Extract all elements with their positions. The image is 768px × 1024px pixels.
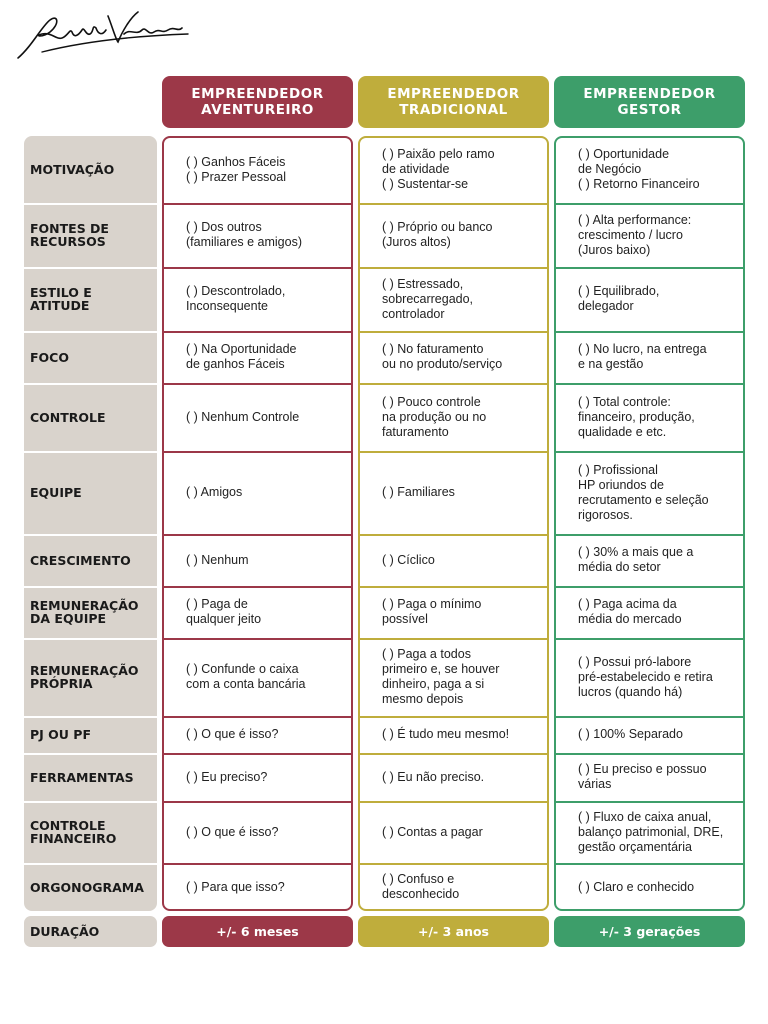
row-divider bbox=[358, 586, 549, 588]
cell-aventureiro[interactable]: ( ) Descontrolado, Inconsequente bbox=[186, 284, 286, 313]
row-divider bbox=[162, 753, 353, 755]
label-divider bbox=[24, 383, 157, 385]
header-gestor-line1: EMPREENDEDOR bbox=[583, 86, 716, 102]
row-label: FOCO bbox=[30, 349, 69, 365]
row-divider bbox=[162, 801, 353, 803]
row-label: ESTILO E ATITUDE bbox=[30, 285, 92, 313]
cell-gestor[interactable]: ( ) Profissional HP oriundos de recrutamento e seleção rigorosos. bbox=[578, 462, 709, 522]
cell-aventureiro[interactable]: ( ) Confunde o caixa com a conta bancária bbox=[186, 662, 306, 691]
row-divider bbox=[162, 716, 353, 718]
row-divider bbox=[358, 801, 549, 803]
row-divider bbox=[554, 753, 745, 755]
cell-aventureiro[interactable]: ( ) Eu preciso? bbox=[186, 769, 268, 784]
row-divider bbox=[554, 801, 745, 803]
footer-label: DURAÇÃO bbox=[24, 916, 157, 947]
row-divider bbox=[554, 586, 745, 588]
header-aventureiro-line2: AVENTUREIRO bbox=[201, 102, 314, 118]
row-label: REMUNERAÇÃO DA EQUIPE bbox=[30, 598, 139, 626]
cell-gestor[interactable]: ( ) 30% a mais que a média do setor bbox=[578, 545, 694, 574]
row-divider bbox=[162, 638, 353, 640]
row-divider bbox=[358, 203, 549, 205]
cell-gestor[interactable]: ( ) Oportunidade de Negócio ( ) Retorno Financeiro bbox=[578, 147, 700, 191]
cell-tradicional[interactable]: ( ) Pouco controle na produção ou no faturamento bbox=[382, 394, 487, 439]
row-divider bbox=[554, 638, 745, 640]
cell-tradicional[interactable]: ( ) Paga a todos primeiro e, se houver dinheiro, paga a si mesmo depois bbox=[382, 647, 500, 706]
cell-aventureiro[interactable]: ( ) Ganhos Fáceis ( ) Prazer Pessoal bbox=[186, 154, 287, 184]
label-divider bbox=[24, 331, 157, 333]
row-label: MOTIVAÇÃO bbox=[30, 162, 115, 177]
cell-gestor[interactable]: ( ) Claro e conhecido bbox=[578, 879, 695, 894]
row-divider bbox=[358, 863, 549, 865]
label-divider bbox=[24, 267, 157, 269]
cell-tradicional[interactable]: ( ) Familiares bbox=[382, 485, 455, 499]
cell-tradicional[interactable]: ( ) Próprio ou banco (Juros altos) bbox=[382, 220, 493, 249]
header-tradicional bbox=[358, 76, 549, 128]
header-gestor bbox=[554, 76, 745, 128]
label-divider bbox=[24, 801, 157, 803]
row-label: FERRAMENTAS bbox=[30, 769, 134, 785]
cell-aventureiro[interactable]: ( ) Dos outros (familiares e amigos) bbox=[186, 220, 303, 249]
row-divider bbox=[162, 863, 353, 865]
row-divider bbox=[358, 534, 549, 536]
row-divider bbox=[554, 534, 745, 536]
row-divider bbox=[358, 716, 549, 718]
label-divider bbox=[24, 203, 157, 205]
row-divider bbox=[554, 331, 745, 333]
row-divider bbox=[358, 331, 549, 333]
cell-aventureiro[interactable]: ( ) O que é isso? bbox=[186, 824, 279, 839]
row-label: EQUIPE bbox=[30, 485, 82, 500]
row-divider bbox=[162, 267, 353, 269]
cell-gestor[interactable]: ( ) 100% Separado bbox=[578, 727, 683, 741]
label-divider bbox=[24, 716, 157, 718]
cell-aventureiro[interactable]: ( ) Para que isso? bbox=[186, 879, 285, 894]
cell-tradicional[interactable]: ( ) No faturamento ou no produto/serviço bbox=[382, 342, 503, 371]
row-divider bbox=[554, 451, 745, 453]
label-divider bbox=[24, 586, 157, 588]
header-gestor-line2: GESTOR bbox=[617, 102, 682, 118]
cell-aventureiro[interactable]: ( ) Na Oportunidade de ganhos Fáceis bbox=[186, 342, 297, 371]
row-divider bbox=[162, 331, 353, 333]
footer-aventureiro: +/- 6 meses bbox=[162, 916, 353, 947]
cell-tradicional[interactable]: ( ) Estressado, sobrecarregado, controlador bbox=[382, 276, 474, 321]
label-divider bbox=[24, 534, 157, 536]
row-divider bbox=[162, 383, 353, 385]
cell-aventureiro[interactable]: ( ) Nenhum bbox=[186, 552, 249, 567]
row-divider bbox=[162, 203, 353, 205]
cell-aventureiro[interactable]: ( ) Nenhum Controle bbox=[186, 409, 300, 424]
cell-tradicional[interactable]: ( ) Eu não preciso. bbox=[382, 769, 485, 784]
footer-gestor: +/- 3 gerações bbox=[554, 916, 745, 947]
cell-tradicional[interactable]: ( ) Cíclico bbox=[382, 552, 435, 567]
row-divider bbox=[358, 753, 549, 755]
cell-tradicional[interactable]: ( ) Paga o mínimo possível bbox=[382, 597, 482, 626]
header-aventureiro bbox=[162, 76, 353, 128]
cell-gestor[interactable]: ( ) Total controle: financeiro, produção, qualidade e etc. bbox=[578, 394, 695, 439]
header-tradicional-line2: TRADICIONAL bbox=[399, 102, 508, 118]
cell-tradicional[interactable]: ( ) É tudo meu mesmo! bbox=[382, 727, 510, 741]
cell-aventureiro[interactable]: ( ) Paga de qualquer jeito bbox=[186, 597, 262, 626]
row-divider bbox=[554, 383, 745, 385]
signature bbox=[12, 6, 192, 66]
header-tradicional-line1: EMPREENDEDOR bbox=[387, 86, 520, 102]
label-divider bbox=[24, 753, 157, 755]
row-label: CRESCIMENTO bbox=[30, 552, 131, 568]
row-divider bbox=[358, 267, 549, 269]
row-label: ORGONOGRAMA bbox=[30, 879, 144, 895]
row-divider bbox=[358, 451, 549, 453]
cell-tradicional[interactable]: ( ) Paixão pelo ramo de atividade ( ) Sustentar-se bbox=[382, 147, 495, 191]
row-divider bbox=[358, 383, 549, 385]
row-divider bbox=[162, 534, 353, 536]
label-divider bbox=[24, 863, 157, 865]
cell-aventureiro[interactable]: ( ) Amigos bbox=[186, 485, 243, 499]
cell-gestor[interactable]: ( ) Eu preciso e possuo várias bbox=[578, 762, 707, 791]
row-label: REMUNERAÇÃO PRÓPRIA bbox=[30, 663, 139, 691]
footer-tradicional: +/- 3 anos bbox=[358, 916, 549, 947]
cell-gestor[interactable]: ( ) Paga acima da média do mercado bbox=[578, 597, 682, 626]
cell-tradicional[interactable]: ( ) Confuso e desconhecido bbox=[382, 872, 460, 901]
header-aventureiro-line1: EMPREENDEDOR bbox=[191, 86, 324, 102]
row-label: PJ OU PF bbox=[30, 727, 91, 742]
row-label: CONTROLE FINANCEIRO bbox=[30, 818, 117, 846]
label-divider bbox=[24, 451, 157, 453]
row-divider bbox=[162, 586, 353, 588]
row-label: FONTES DE RECURSOS bbox=[30, 221, 109, 249]
label-divider bbox=[24, 638, 157, 640]
cell-gestor[interactable]: ( ) No lucro, na entrega e na gestão bbox=[578, 342, 707, 371]
row-divider bbox=[554, 716, 745, 718]
cell-tradicional[interactable]: ( ) Contas a pagar bbox=[382, 824, 483, 839]
cell-gestor[interactable]: ( ) Possui pró-labore pré-estabelecido e retira lucros (quando há) bbox=[578, 654, 713, 699]
row-divider bbox=[554, 203, 745, 205]
cell-gestor[interactable]: ( ) Equilibrado, delegador bbox=[578, 284, 660, 313]
cell-aventureiro[interactable]: ( ) O que é isso? bbox=[186, 727, 279, 741]
cell-gestor[interactable]: ( ) Alta performance: crescimento / lucro (Juros baixo) bbox=[578, 212, 692, 257]
row-divider bbox=[162, 451, 353, 453]
row-divider bbox=[358, 638, 549, 640]
row-divider bbox=[554, 267, 745, 269]
row-label: CONTROLE bbox=[30, 409, 106, 425]
cell-gestor[interactable]: ( ) Fluxo de caixa anual, balanço patrimonial, DRE, gestão orçamentária bbox=[578, 809, 724, 854]
row-divider bbox=[554, 863, 745, 865]
